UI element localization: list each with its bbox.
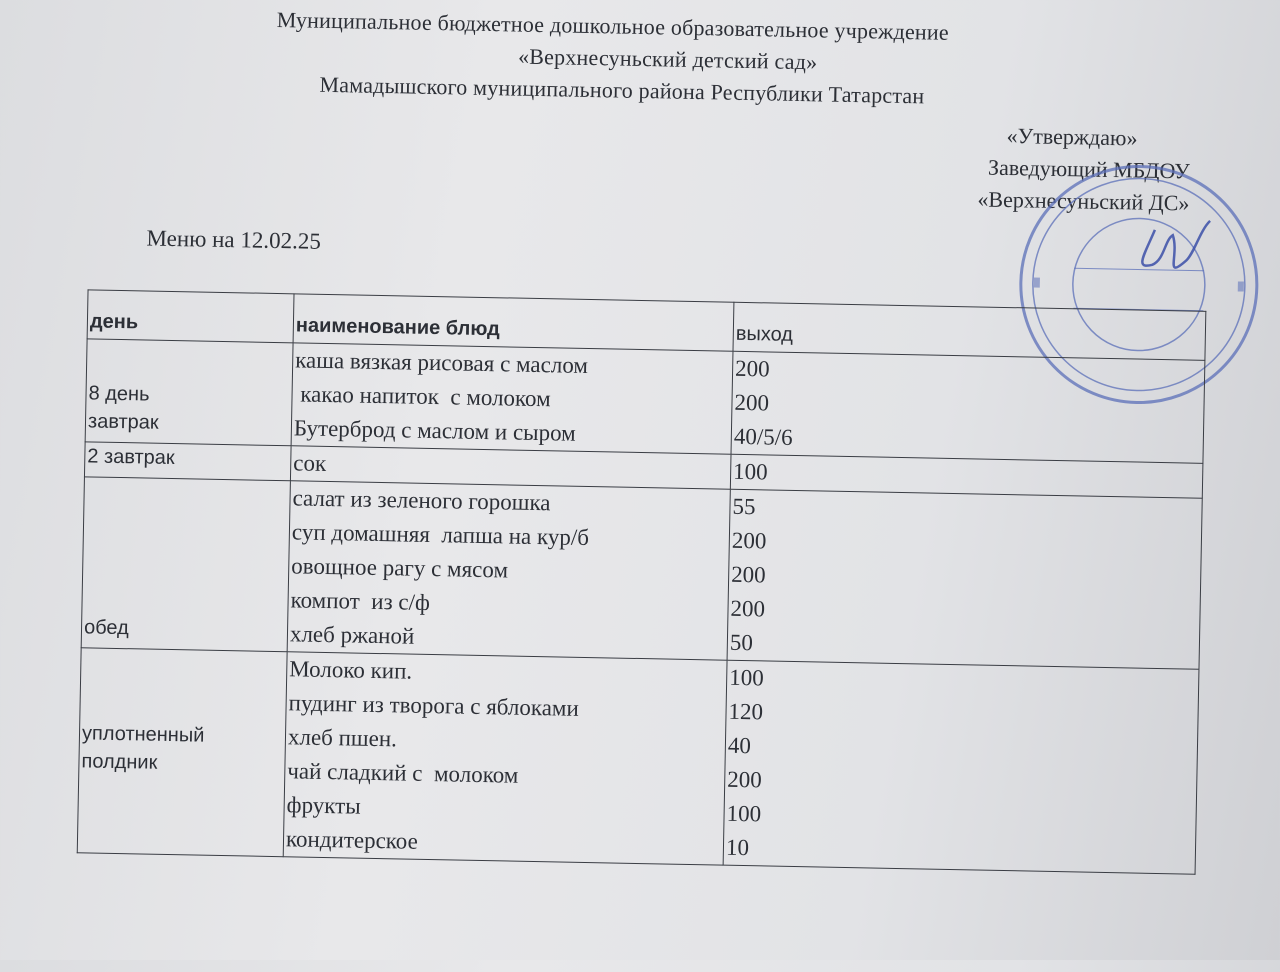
- menu-table: [77, 289, 1207, 874]
- meal-label-line: 2 завтрак: [87, 445, 175, 470]
- dish-name: Бутерброд с маслом и сыром: [293, 415, 576, 446]
- output-list-lunch: [727, 489, 1202, 669]
- table-row-snack: [77, 648, 1199, 874]
- meal-label-line: завтрак: [87, 410, 159, 434]
- meal-label-lunch: [81, 477, 290, 652]
- dish-list-breakfast: [291, 343, 733, 454]
- dish-output: 200: [731, 527, 767, 554]
- dish-output: 50: [729, 629, 754, 656]
- approval-title: «Утверждаю»: [1006, 122, 1138, 151]
- dish-name: Молоко кип.: [289, 656, 413, 684]
- dish-name: хлеб пшен.: [287, 724, 398, 752]
- dish-output: 200: [730, 561, 766, 588]
- meal-label-line: обед: [83, 616, 129, 640]
- dish-output: 40/5/6: [733, 423, 793, 450]
- dish-output: 100: [726, 800, 762, 827]
- meal-label-line: полдник: [81, 750, 158, 774]
- dish-output: 55: [732, 493, 756, 520]
- kindergarten-name-line: «Верхнесуньский детский сад»: [517, 43, 818, 75]
- meal-label-second-breakfast: [84, 442, 291, 481]
- dish-list-snack: [283, 652, 727, 865]
- dish-output: 40: [727, 732, 752, 759]
- dish-name: хлеб ржаной: [289, 621, 415, 649]
- dish-name: каша вязкая рисовая с маслом: [295, 347, 589, 378]
- dish-output: 100: [732, 458, 768, 485]
- dish-name: компот из с/ф: [290, 587, 431, 615]
- header-output: выход: [733, 302, 1206, 360]
- header-dish-name: наименование блюд: [293, 294, 734, 351]
- dish-output: 10: [725, 834, 750, 861]
- dish-name: салат из зеленого горошка: [292, 485, 551, 516]
- dish-output: 200: [730, 595, 766, 622]
- dish-name: овощное рагу с мясом: [291, 553, 509, 583]
- institution-name-line: Муниципальное бюджетное дошкольное образовательное учреждение: [276, 6, 950, 45]
- dish-output: 200: [734, 389, 770, 416]
- dish-name: кондитерское: [285, 826, 419, 854]
- dish-name: фрукты: [286, 792, 361, 819]
- meal-label-line: уплотненный: [81, 722, 205, 747]
- approval-organization: «Верхнесуньский ДС»: [977, 186, 1190, 216]
- header-day: день: [87, 290, 294, 343]
- dish-name: пудинг из творога с яблоками: [288, 690, 580, 721]
- dish-output: 200: [734, 355, 770, 382]
- dish-output: 120: [728, 698, 764, 725]
- meal-label-line: 8 день: [88, 382, 150, 406]
- dish-name: какао напиток с молоком: [294, 381, 551, 412]
- meal-label-snack: [77, 648, 287, 857]
- dish-name: сок: [293, 450, 327, 476]
- menu-date: Меню на 12.02.25: [146, 225, 322, 254]
- output-list-snack: [723, 660, 1199, 874]
- dish-list-lunch: [287, 481, 730, 660]
- meal-label-breakfast: [85, 339, 293, 446]
- district-line: Мамадышского муниципального района Республики Татарстан: [319, 71, 925, 109]
- dish-output: 100: [728, 664, 764, 691]
- approval-position: Заведующий МБДОУ: [987, 154, 1191, 184]
- table-row-lunch: [81, 477, 1202, 669]
- dish-output: 200: [727, 766, 763, 793]
- dish-name: суп домашняя лапша на кур/б: [291, 519, 590, 551]
- output-list-breakfast: [731, 351, 1205, 463]
- dish-name: чай сладкий с молоком: [287, 758, 519, 788]
